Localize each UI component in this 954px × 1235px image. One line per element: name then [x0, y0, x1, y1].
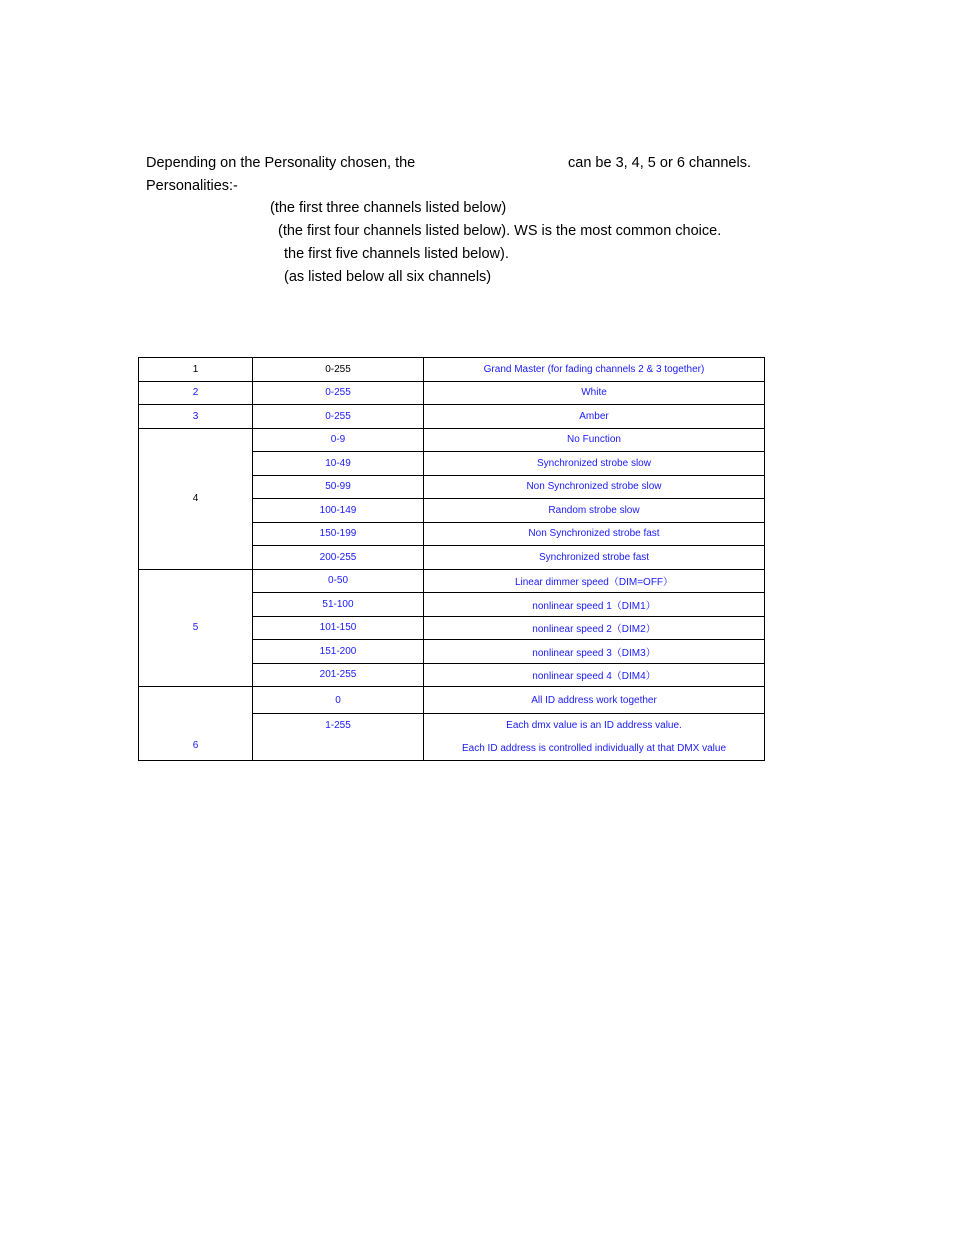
- function-cell: Synchronized strobe fast: [424, 546, 765, 570]
- function-cell: No Function: [424, 428, 765, 452]
- value-cell: 0-9: [253, 428, 424, 452]
- personality-3ch: (the first three channels listed below): [270, 200, 507, 216]
- function-cell: White: [424, 381, 765, 405]
- value-cell: 0: [253, 687, 424, 714]
- function-cell: Amber: [424, 405, 765, 429]
- personality-6ch: (as listed below all six channels): [284, 269, 492, 285]
- personality-5ch: the first five channels listed below).: [284, 246, 509, 262]
- channel-cell: 6: [139, 687, 253, 761]
- intro-line-2: Personalities:-: [146, 178, 238, 194]
- intro-line-1-right: can be 3, 4, 5 or 6 channels.: [568, 155, 751, 171]
- function-cell: nonlinear speed 4（DIM4）: [424, 663, 765, 687]
- table-row: [139, 569, 765, 593]
- function-cell: Grand Master (for fading channels 2 & 3 together): [424, 358, 765, 382]
- table-row: [139, 381, 765, 405]
- intro-line-1-left: Depending on the Personality chosen, the: [146, 155, 416, 171]
- function-cell: Synchronized strobe slow: [424, 452, 765, 476]
- value-cell: 0-50: [253, 569, 424, 593]
- value-cell: 200-255: [253, 546, 424, 570]
- function-line-1: Each dmx value is an ID address value.: [506, 720, 682, 731]
- value-cell: 0-255: [253, 381, 424, 405]
- function-cell: Random strobe slow: [424, 499, 765, 523]
- channel-cell: 1: [139, 358, 253, 382]
- value-cell: 10-49: [253, 452, 424, 476]
- dmx-channel-table: [138, 357, 765, 761]
- personality-4ch: (the first four channels listed below). WS is the most common choice.: [278, 223, 722, 239]
- channel-cell: 5: [139, 569, 253, 687]
- value-cell: 0-255: [253, 405, 424, 429]
- channel-cell: 4: [139, 428, 253, 569]
- table-row: [139, 687, 765, 714]
- function-cell: nonlinear speed 2（DIM2）: [424, 616, 765, 640]
- value-cell: [253, 714, 424, 761]
- table-row: [139, 358, 765, 382]
- value-cell: 0-255: [253, 358, 424, 382]
- value-text: 1-255: [325, 720, 351, 731]
- function-cell: nonlinear speed 1（DIM1）: [424, 593, 765, 617]
- function-cell: nonlinear speed 3（DIM3）: [424, 640, 765, 664]
- value-cell: 150-199: [253, 522, 424, 546]
- function-line-2: Each ID address is controlled individually at that DMX value: [461, 743, 727, 754]
- table-row: [139, 428, 765, 452]
- function-cell: Non Synchronized strobe fast: [424, 522, 765, 546]
- value-cell: 101-150: [253, 616, 424, 640]
- channel-cell: 3: [139, 405, 253, 429]
- function-cell: Linear dimmer speed（DIM=OFF）: [424, 569, 765, 593]
- value-cell: 100-149: [253, 499, 424, 523]
- function-cell: [424, 714, 765, 761]
- function-cell: All ID address work together: [424, 687, 765, 714]
- value-cell: 151-200: [253, 640, 424, 664]
- channel-cell: 2: [139, 381, 253, 405]
- table-row: [139, 405, 765, 429]
- value-cell: 50-99: [253, 475, 424, 499]
- value-cell: 201-255: [253, 663, 424, 687]
- value-cell: 51-100: [253, 593, 424, 617]
- function-cell: Non Synchronized strobe slow: [424, 475, 765, 499]
